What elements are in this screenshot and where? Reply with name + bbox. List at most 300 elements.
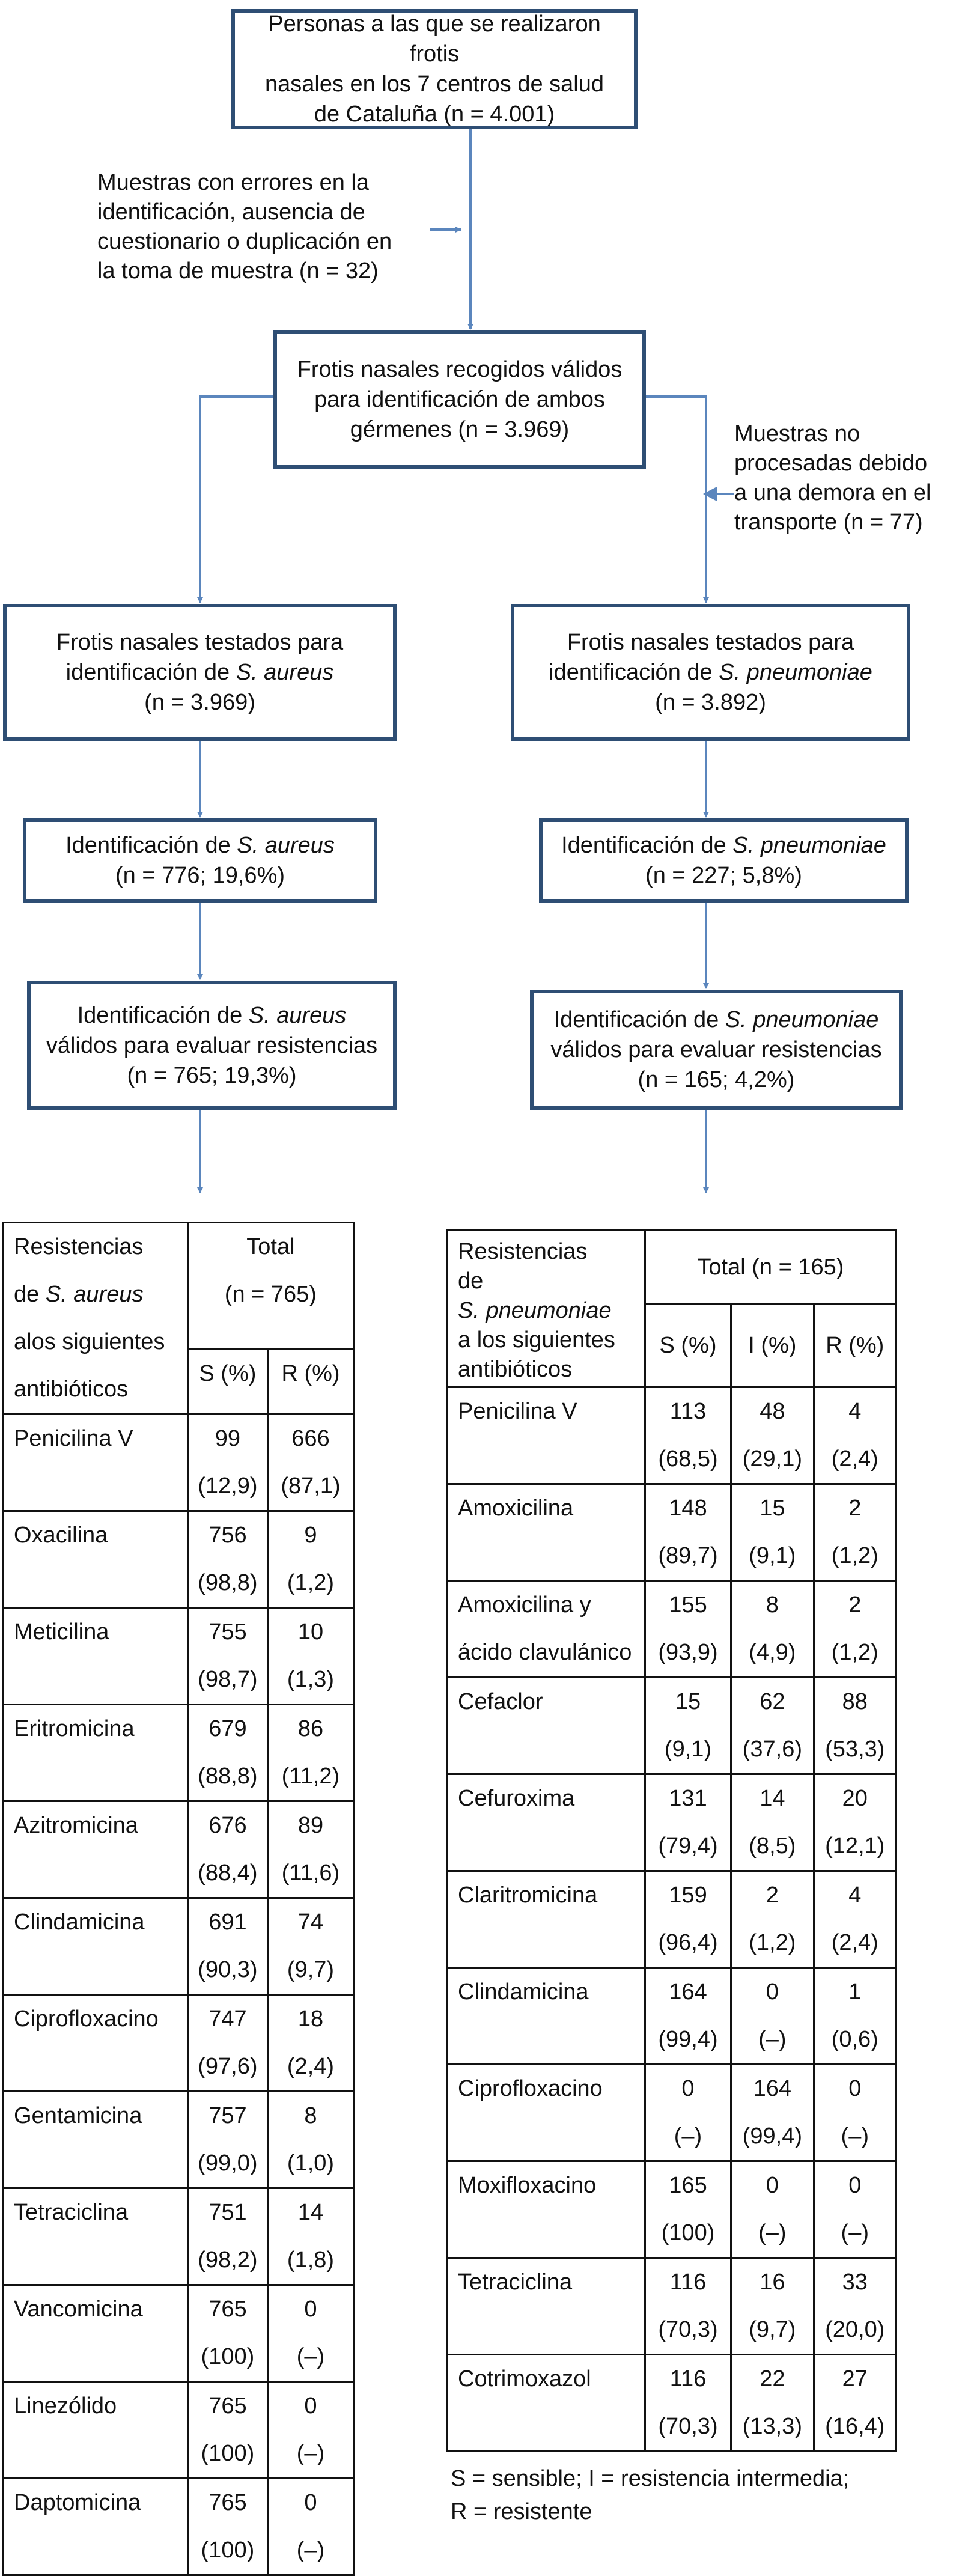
aureus-s-cell-value: 757	[209, 2103, 247, 2128]
pneu-i-cell-pct: (9,1)	[749, 1543, 796, 1568]
box-total-persons	[231, 9, 638, 129]
pneu-r-cell-value: 2	[848, 1592, 862, 1618]
aureus-valid-species: S. aureus	[248, 1002, 347, 1028]
aureus-s-cell-pct: (100)	[201, 2344, 255, 2369]
box-aureus-valid	[27, 981, 397, 1110]
pneu-valid-line2: válidos para evaluar resistencias	[550, 1037, 882, 1062]
aureus-antibiotic	[4, 2285, 188, 2382]
aureus-s-cell	[187, 2285, 267, 2382]
aureus-col-s	[187, 1350, 267, 1414]
pneu-r-cell-pct: (0,6)	[831, 2027, 878, 2052]
aureus-table-row	[4, 1705, 354, 1801]
box-total-line2: nasales en los 7 centros de salud	[264, 72, 604, 97]
aureus-r-cell	[268, 2479, 354, 2575]
aureus-antibiotic-spacer	[4, 2430, 187, 2477]
aureus-antibiotic-name: Meticilina	[14, 1619, 109, 1645]
note-np-line3: a una demora en el	[734, 480, 931, 505]
pneu-table-row	[448, 2355, 897, 2452]
aureus-r-cell-value: 9	[304, 1523, 317, 1548]
box-aureus-tested	[3, 604, 397, 741]
pneu-i-cell-value: 14	[760, 1786, 785, 1811]
pneu-antibiotic	[448, 2065, 645, 2161]
aureus-s-cell-value: 691	[209, 1910, 247, 1935]
aureus-s-cell-pct: (88,4)	[198, 1860, 258, 1886]
pneu-legend	[451, 2462, 849, 2529]
aureus-total: Total	[246, 1234, 295, 1259]
pneu-tested-species: S. pneumoniae	[719, 660, 872, 685]
aureus-table-row	[4, 2382, 354, 2479]
aureus-h1: Resistencias	[14, 1234, 144, 1259]
aureus-antibiotic	[4, 1898, 188, 1995]
aureus-col-s-text: S (%)	[199, 1361, 257, 1387]
aureus-h2-species: S. aureus	[45, 1282, 144, 1307]
pneu-antibiotic-value: Tetraciclina	[458, 2270, 573, 2295]
pneu-i-cell-value: 164	[753, 2076, 792, 2101]
aureus-r-cell-value: 0	[304, 2490, 317, 2515]
pneu-valid-pre: Identificación de	[553, 1007, 725, 1032]
aureus-r-cell-pct: (–)	[296, 2344, 325, 2369]
aureus-antibiotic-name: Ciprofloxacino	[14, 2006, 159, 2032]
note-not-processed	[734, 419, 951, 537]
pneu-i-cell	[731, 1387, 814, 1484]
aureus-s-cell-value: 676	[209, 1813, 247, 1838]
pneu-s-cell-value: 165	[669, 2173, 707, 2198]
pneu-i-cell-pct: (–)	[758, 2027, 787, 2052]
aureus-s-cell-value: 679	[209, 1716, 247, 1741]
pneu-antibiotic-pct	[448, 2113, 644, 2160]
aureus-s-cell	[187, 1801, 267, 1898]
aureus-antibiotic-spacer	[4, 2043, 187, 2090]
pneu-header-row	[448, 1231, 897, 1305]
pneu-antibiotic-value: Cefuroxima	[458, 1786, 575, 1811]
aureus-id-pre: Identificación de	[65, 833, 237, 858]
pneu-h2: de	[458, 1268, 484, 1294]
pneu-r-cell-value: 27	[842, 2366, 868, 2392]
aureus-id-line2: (n = 776; 19,6%)	[115, 863, 285, 888]
aureus-table-row	[4, 2479, 354, 2575]
pneu-s-cell-pct: (89,7)	[658, 1543, 718, 1568]
aureus-s-cell	[187, 1898, 267, 1995]
pneu-i-cell-pct: (–)	[758, 2220, 787, 2246]
aureus-antibiotic	[4, 1705, 188, 1801]
aureus-antibiotic-spacer	[4, 1850, 187, 1897]
aureus-antibiotic	[4, 2382, 188, 2479]
aureus-r-cell-value: 8	[304, 2103, 317, 2128]
pneu-i-cell-pct: (1,2)	[749, 1930, 796, 1955]
aureus-valid-line1	[78, 1000, 347, 1031]
pneu-s-cell-value: 148	[669, 1496, 707, 1521]
pneu-antibiotic-pct	[448, 2209, 644, 2257]
legend-line2: R = resistente	[451, 2499, 592, 2524]
pneu-s-cell	[645, 2161, 731, 2258]
aureus-r-cell	[268, 1511, 354, 1608]
aureus-antibiotic-spacer	[4, 1559, 187, 1607]
aureus-r-cell-value: 10	[297, 1619, 324, 1645]
aureus-antibiotic	[4, 1511, 188, 1608]
pneu-tested-pre: identificación de	[549, 660, 719, 685]
aureus-s-cell	[187, 2479, 267, 2575]
pneu-tested-line1: Frotis nasales testados para	[567, 630, 854, 655]
note-np-line1: Muestras no	[734, 421, 860, 446]
aureus-s-cell-pct: (100)	[201, 2538, 255, 2563]
pneu-antibiotic	[448, 1774, 645, 1871]
aureus-tested-pre: identificación de	[65, 660, 236, 685]
pneu-antibiotic-pct	[448, 1919, 644, 1967]
pneu-h3-species: S. pneumoniae	[458, 1298, 612, 1323]
pneu-r-cell-pct: (–)	[841, 2124, 869, 2149]
pneu-valid-line3: (n = 165; 4,2%)	[638, 1067, 795, 1092]
pneu-i-cell	[731, 1678, 814, 1774]
aureus-r-cell-pct: (1,2)	[287, 1570, 335, 1595]
aureus-antibiotic-name: Tetraciclina	[14, 2200, 129, 2225]
pneu-r-cell	[814, 1484, 896, 1581]
pneu-i-cell-pct: (29,1)	[742, 1446, 802, 1472]
aureus-s-cell-value: 756	[209, 1523, 247, 1548]
aureus-id-species: S. aureus	[237, 833, 335, 858]
pneu-s-cell	[645, 2355, 731, 2452]
pneu-table-row	[448, 2161, 897, 2258]
pneu-i-cell-value: 15	[760, 1496, 785, 1521]
aureus-antibiotic-name: Clindamicina	[14, 1910, 145, 1935]
pneu-r-cell-value: 0	[848, 2173, 862, 2198]
box-total-line1: Personas a las que se realizaron frotis	[268, 11, 601, 67]
aureus-s-cell-value: 751	[209, 2200, 247, 2225]
pneu-table-row	[448, 1581, 897, 1678]
pneu-i-cell-value: 0	[766, 2173, 779, 2198]
pneu-total: Total (n = 165)	[697, 1254, 844, 1280]
aureus-total-n: (n = 765)	[224, 1282, 317, 1307]
pneu-antibiotic-pct: ácido clavulánico	[458, 1640, 632, 1665]
aureus-valid-pre: Identificación de	[77, 1002, 249, 1028]
pneu-r-cell-pct: (20,0)	[825, 2317, 885, 2342]
pneumoniae-resistance-table	[446, 1229, 897, 2452]
aureus-valid-line3: (n = 765; 19,3%)	[127, 1062, 297, 1088]
pneu-s-cell-pct: (70,3)	[658, 2317, 718, 2342]
aureus-antibiotic-spacer	[4, 2140, 187, 2187]
pneu-antibiotic-pct	[448, 2403, 644, 2450]
aureus-r-cell-value: 74	[297, 1910, 324, 1935]
aureus-r-cell	[268, 1608, 354, 1705]
pneu-s-cell	[645, 2258, 731, 2355]
pneu-i-cell-pct: (37,6)	[742, 1737, 802, 1762]
aureus-resistance-table	[2, 1222, 355, 2576]
aureus-antibiotic-name: Azitromicina	[14, 1813, 138, 1838]
aureus-antibiotic-spacer	[4, 2236, 187, 2284]
aureus-s-cell	[187, 1414, 267, 1511]
pneu-antibiotic-value: Moxifloxacino	[458, 2173, 597, 2198]
pneu-table-row	[448, 1774, 897, 1871]
aureus-antibiotic	[4, 2188, 188, 2285]
note-np-line2: procesadas debido	[734, 451, 928, 476]
aureus-table-row	[4, 1898, 354, 1995]
aureus-r-cell-pct: (87,1)	[281, 1473, 341, 1499]
aureus-id-line1	[65, 830, 335, 860]
pneu-i-cell-pct: (9,7)	[749, 2317, 796, 2342]
aureus-r-cell	[268, 2188, 354, 2285]
aureus-s-cell	[187, 2382, 267, 2479]
aureus-s-cell-pct: (100)	[201, 2441, 255, 2466]
pneu-antibiotic-value: Cotrimoxazol	[458, 2366, 591, 2392]
aureus-s-cell-pct: (98,2)	[198, 2247, 258, 2273]
pneu-id-line1	[561, 830, 886, 860]
pneu-r-cell-pct: (1,2)	[831, 1640, 878, 1665]
aureus-antibiotic-spacer	[4, 2333, 187, 2381]
pneu-antibiotic-pct	[448, 2016, 644, 2063]
aureus-r-cell-pct: (1,8)	[287, 2247, 335, 2273]
pneu-r-cell	[814, 1968, 896, 2065]
pneu-r-cell	[814, 1871, 896, 1968]
pneu-s-cell	[645, 2065, 731, 2161]
aureus-antibiotic-name: Eritromicina	[14, 1716, 135, 1741]
pneu-antibiotic-value: Amoxicilina y	[458, 1592, 591, 1618]
aureus-r-cell	[268, 1995, 354, 2092]
box-valid-line2: para identificación de ambos	[314, 387, 605, 412]
pneu-i-cell	[731, 2065, 814, 2161]
pneu-s-cell-value: 0	[681, 2076, 695, 2101]
pneu-table-row	[448, 2065, 897, 2161]
aureus-antibiotic-spacer	[4, 1946, 187, 1994]
aureus-r-cell-value: 0	[304, 2297, 317, 2322]
aureus-r-cell-pct: (1,0)	[287, 2151, 335, 2176]
pneu-r-cell	[814, 1774, 896, 1871]
pneu-col-r	[814, 1305, 896, 1387]
pneu-i-cell-pct: (8,5)	[749, 1833, 796, 1859]
aureus-s-cell	[187, 2188, 267, 2285]
pneu-h3	[458, 1296, 644, 1326]
note-excluded-line2: identificación, ausencia de	[97, 199, 365, 225]
aureus-col-r	[268, 1350, 354, 1414]
pneu-antibiotic-pct	[448, 2306, 644, 2354]
aureus-antibiotic-spacer	[4, 2527, 187, 2574]
aureus-r-cell-pct: (2,4)	[287, 2054, 335, 2079]
aureus-table-row	[4, 1608, 354, 1705]
pneu-s-cell-value: 164	[669, 1979, 707, 2005]
aureus-s-cell	[187, 2092, 267, 2188]
pneu-antibiotic	[448, 1581, 645, 1678]
aureus-s-cell-pct: (99,0)	[198, 2151, 258, 2176]
box-aureus-identified	[23, 818, 377, 903]
pneu-i-cell	[731, 2355, 814, 2452]
pneu-r-cell-pct: (2,4)	[831, 1446, 878, 1472]
note-excluded-line4: la toma de muestra (n = 32)	[97, 258, 379, 284]
pneu-r-cell-value: 4	[848, 1399, 862, 1424]
pneu-r-cell-value: 88	[842, 1689, 868, 1714]
box-pneu-valid	[530, 990, 903, 1110]
pneu-table-row	[448, 1871, 897, 1968]
aureus-antibiotic-name: Gentamicina	[14, 2103, 142, 2128]
pneu-antibiotic-value: Claritromicina	[458, 1883, 598, 1908]
aureus-antibiotic	[4, 1608, 188, 1705]
pneu-i-cell	[731, 2258, 814, 2355]
pneu-s-cell-value: 116	[669, 2366, 707, 2392]
aureus-r-cell-pct: (–)	[296, 2538, 325, 2563]
pneu-table-row	[448, 1678, 897, 1774]
note-excluded-line3: cuestionario o duplicación en	[97, 229, 392, 254]
aureus-s-cell	[187, 1705, 267, 1801]
pneu-tested-line2	[549, 657, 872, 687]
pneu-s-cell	[645, 1387, 731, 1484]
aureus-s-cell	[187, 1511, 267, 1608]
pneu-r-cell-value: 1	[848, 1979, 862, 2005]
pneu-antibiotic	[448, 1871, 645, 1968]
pneu-h5: antibióticos	[458, 1357, 573, 1382]
box-valid-samples	[273, 330, 646, 469]
aureus-antibiotic	[4, 1414, 188, 1511]
pneu-col-i-text: I (%)	[748, 1333, 797, 1358]
box-valid-line1: Frotis nasales recogidos válidos	[297, 357, 623, 382]
aureus-s-cell	[187, 1995, 267, 2092]
aureus-table-row	[4, 2285, 354, 2382]
aureus-s-cell-pct: (90,3)	[198, 1957, 258, 1982]
aureus-h4: antibióticos	[14, 1377, 129, 1402]
pneu-col-r-text: R (%)	[826, 1333, 884, 1358]
aureus-antibiotic	[4, 2092, 188, 2188]
pneu-s-cell-pct: (68,5)	[658, 1446, 718, 1472]
aureus-antibiotic-spacer	[4, 1656, 187, 1704]
pneu-s-cell-pct: (93,9)	[658, 1640, 718, 1665]
aureus-r-cell	[268, 1414, 354, 1511]
aureus-antibiotic	[4, 1801, 188, 1898]
pneu-r-cell-pct: (12,1)	[825, 1833, 885, 1859]
pneu-r-cell-value: 0	[848, 2076, 862, 2101]
aureus-r-cell	[268, 1801, 354, 1898]
aureus-s-cell-value: 99	[215, 1426, 241, 1451]
pneu-h1: Resistencias	[458, 1239, 588, 1264]
pneu-i-cell-pct: (4,9)	[749, 1640, 796, 1665]
pneu-i-cell-pct: (99,4)	[742, 2124, 802, 2149]
pneu-valid-species: S. pneumoniae	[725, 1007, 879, 1032]
pneu-col-i	[731, 1305, 814, 1387]
pneu-i-cell-value: 22	[760, 2366, 785, 2392]
aureus-tested-species: S. aureus	[236, 660, 334, 685]
aureus-h3: alos siguientes	[14, 1329, 165, 1354]
aureus-table-row	[4, 1995, 354, 2092]
pneu-s-cell	[645, 1678, 731, 1774]
pneu-r-cell	[814, 2355, 896, 2452]
aureus-antibiotic-spacer	[4, 1463, 187, 1510]
pneu-i-cell	[731, 2161, 814, 2258]
pneu-s-cell-pct: (9,1)	[664, 1737, 712, 1762]
pneu-total-header	[645, 1231, 896, 1305]
pneu-col-s-text: S (%)	[659, 1333, 717, 1358]
aureus-r-cell-pct: (11,6)	[281, 1860, 340, 1886]
aureus-antibiotic-spacer	[4, 1753, 187, 1800]
pneu-antibiotic-value: Penicilina V	[458, 1399, 577, 1424]
pneu-tested-line3: (n = 3.892)	[655, 690, 766, 715]
aureus-antibiotic-name: Linezólido	[14, 2393, 117, 2419]
pneu-id-line2: (n = 227; 5,8%)	[645, 863, 802, 888]
pneu-i-cell-value: 16	[760, 2270, 785, 2295]
aureus-r-cell-value: 0	[304, 2393, 317, 2419]
aureus-r-cell-value: 666	[291, 1426, 330, 1451]
pneu-i-cell-value: 62	[760, 1689, 785, 1714]
pneu-table-row	[448, 2258, 897, 2355]
pneu-antibiotic-pct	[448, 1532, 644, 1580]
pneu-s-cell-value: 155	[669, 1592, 707, 1618]
pneu-i-cell	[731, 1484, 814, 1581]
pneu-s-cell	[645, 1968, 731, 2065]
pneu-s-cell	[645, 1871, 731, 1968]
pneu-r-cell-pct: (53,3)	[825, 1737, 885, 1762]
pneu-s-cell-value: 113	[669, 1399, 707, 1424]
pneu-s-cell-value: 116	[669, 2270, 707, 2295]
pneu-i-cell-value: 8	[766, 1592, 779, 1618]
pneu-s-cell	[645, 1774, 731, 1871]
aureus-table-row	[4, 1414, 354, 1511]
pneu-r-cell	[814, 1387, 896, 1484]
pneu-id-species: S. pneumoniae	[732, 833, 886, 858]
aureus-tested-line3: (n = 3.969)	[144, 690, 255, 715]
aureus-s-cell-value: 747	[209, 2006, 247, 2032]
aureus-table-row	[4, 2188, 354, 2285]
pneu-i-cell-value: 0	[766, 1979, 779, 2005]
aureus-col-r-text: R (%)	[281, 1361, 340, 1387]
pneu-table-row	[448, 1387, 897, 1484]
aureus-antibiotic-name: Oxacilina	[14, 1523, 108, 1548]
pneu-s-cell-value: 15	[675, 1689, 701, 1714]
arrow-valid-to-pneu	[640, 397, 706, 603]
pneu-r-cell-value: 20	[842, 1786, 868, 1811]
pneu-s-cell-pct: (96,4)	[658, 1930, 718, 1955]
pneu-antibiotic-pct	[448, 1822, 644, 1870]
pneu-i-cell-value: 48	[760, 1399, 785, 1424]
aureus-h2	[4, 1271, 187, 1318]
pneu-i-cell	[731, 1968, 814, 2065]
pneu-s-cell	[645, 1484, 731, 1581]
aureus-antibiotic	[4, 2479, 188, 2575]
aureus-s-cell	[187, 1608, 267, 1705]
aureus-total-header	[187, 1223, 353, 1350]
pneu-col-s	[645, 1305, 731, 1387]
aureus-s-cell-value: 755	[209, 1619, 247, 1645]
legend-line1: S = sensible; I = resistencia intermedia;	[451, 2466, 850, 2491]
pneu-r-cell	[814, 1581, 896, 1678]
note-excluded-errors	[97, 168, 434, 286]
box-valid-line3: gérmenes (n = 3.969)	[350, 417, 570, 442]
pneu-antibiotic	[448, 2258, 645, 2355]
aureus-h2-pre: de	[14, 1282, 46, 1307]
aureus-header-label	[4, 1223, 188, 1414]
pneu-s-cell-pct: (100)	[661, 2220, 715, 2246]
aureus-r-cell-pct: (11,2)	[281, 1764, 340, 1789]
aureus-tested-line2	[66, 657, 334, 687]
aureus-r-cell	[268, 1898, 354, 1995]
pneu-i-cell-value: 2	[766, 1883, 779, 1908]
pneu-r-cell-value: 33	[842, 2270, 868, 2295]
note-np-line4: transporte (n = 77)	[734, 510, 923, 535]
pneu-s-cell-pct: (79,4)	[658, 1833, 718, 1859]
aureus-valid-line2: válidos para evaluar resistencias	[46, 1032, 378, 1058]
pneu-antibiotic	[448, 2355, 645, 2452]
arrow-valid-to-aureus	[200, 397, 276, 603]
pneu-antibiotic-value: Cefaclor	[458, 1689, 543, 1714]
box-pneu-tested	[511, 604, 910, 741]
pneu-antibiotic	[448, 1968, 645, 2065]
pneu-r-cell	[814, 2258, 896, 2355]
aureus-r-cell-value: 89	[297, 1813, 324, 1838]
aureus-s-cell-pct: (12,9)	[198, 1473, 258, 1499]
pneu-s-cell-pct: (70,3)	[658, 2414, 718, 2439]
pneu-s-cell-value: 131	[669, 1786, 707, 1811]
pneu-i-cell-pct: (13,3)	[742, 2414, 802, 2439]
aureus-r-cell	[268, 1705, 354, 1801]
pneu-s-cell	[645, 1581, 731, 1678]
pneu-r-cell-value: 4	[848, 1883, 862, 1908]
pneu-r-cell-value: 2	[848, 1496, 862, 1521]
pneu-antibiotic-value: Amoxicilina	[458, 1496, 574, 1521]
aureus-s-cell-pct: (98,7)	[198, 1667, 258, 1692]
pneu-antibiotic-pct	[448, 1436, 644, 1483]
